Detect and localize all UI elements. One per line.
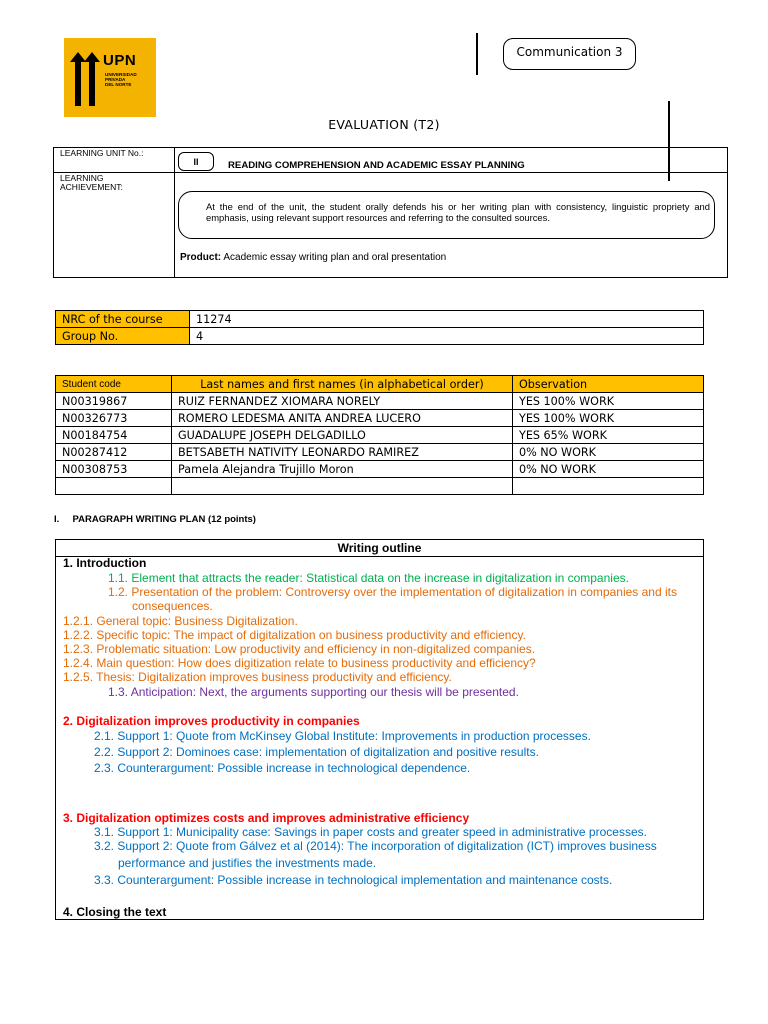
- student-name: Pamela Alejandra Trujillo Moron: [172, 461, 513, 478]
- students-table: [55, 375, 704, 495]
- outline-item: 3.3. Counterargument: Possible increase in technological implementation and maintenance costs.: [94, 873, 613, 887]
- student-code: [56, 478, 172, 495]
- student-name: [172, 478, 513, 495]
- table-row: [56, 328, 704, 345]
- outline-item: 2.2. Support 2: Dominoes case: implementation of digitalization and positive results.: [94, 745, 539, 759]
- learning-table: [53, 147, 728, 278]
- student-code: N00308753: [56, 461, 172, 478]
- outline-item: 2.1. Support 1: Quote from McKinsey Global Institute: Improvements in production processes.: [94, 729, 591, 743]
- student-code: N00184754: [56, 427, 172, 444]
- outline-item: 1.2.4. Main question: How does digitization relate to business productivity and efficiency?: [63, 656, 536, 670]
- unit-number: II: [178, 152, 214, 171]
- student-observation: YES 65% WORK: [513, 427, 704, 444]
- table-row: [56, 393, 704, 410]
- divider-line: [476, 33, 478, 75]
- outline-item: 1.2.3. Problematic situation: Low productivity and efficiency in non-digitalized companies.: [63, 642, 536, 656]
- table-row: [56, 410, 704, 427]
- table-row: [56, 444, 704, 461]
- table-row: [56, 461, 704, 478]
- outline-item: 2.3. Counterargument: Possible increase in technological dependence.: [94, 761, 471, 775]
- outline-item: 1.2. Presentation of the problem: Controversy over the implementation of digitalization in companies and its: [108, 585, 677, 599]
- product-text: Academic essay writing plan and oral presentation: [223, 252, 447, 263]
- outline-item: 1.2.1. General topic: Business Digitalization.: [63, 614, 298, 628]
- outline-item: consequences.: [132, 599, 213, 613]
- unit-label: LEARNING UNIT No.:: [60, 148, 144, 158]
- group-label: Group No.: [56, 328, 190, 345]
- column-header: Last names and first names (in alphabetical order): [172, 376, 513, 393]
- logo-text: UPN: [103, 52, 137, 69]
- upn-logo: [64, 38, 156, 117]
- outline-item: 3.2. Support 2: Quote from Gálvez et al (2014): The incorporation of digitalization (ICT) improves business: [94, 839, 657, 853]
- writing-outline: [55, 539, 704, 920]
- course-info-table: [55, 310, 704, 345]
- outline-heading: 3. Digitalization optimizes costs and improves administrative efficiency: [63, 811, 470, 825]
- product-label: Product:: [180, 252, 222, 263]
- unit-title: READING COMPREHENSION AND ACADEMIC ESSAY PLANNING: [228, 160, 525, 171]
- achievement-label: LEARNING ACHIEVEMENT:: [60, 173, 123, 192]
- student-observation: [513, 478, 704, 495]
- product: [180, 252, 446, 263]
- outline-item: 1.2.5. Thesis: Digitalization improves business productivity and efficiency.: [63, 670, 452, 684]
- student-name: ROMERO LEDESMA ANITA ANDREA LUCERO: [172, 410, 513, 427]
- outline-item: 3.1. Support 1: Municipality case: Savings in paper costs and greater speed in administrative processes.: [94, 825, 647, 839]
- student-name: RUIZ FERNANDEZ XIOMARA NORELY: [172, 393, 513, 410]
- student-code: N00287412: [56, 444, 172, 461]
- upn-arrows-icon: [68, 50, 102, 108]
- outline-item: 1.2.2. Specific topic: The impact of digitalization on business productivity and efficiency.: [63, 628, 526, 642]
- student-observation: YES 100% WORK: [513, 410, 704, 427]
- student-name: BETSABETH NATIVITY LEONARDO RAMIREZ: [172, 444, 513, 461]
- column-header: Observation: [513, 376, 704, 393]
- outline-heading: 1. Introduction: [63, 556, 147, 570]
- course-name-box: Communication 3: [503, 38, 636, 70]
- student-name: GUADALUPE JOSEPH DELGADILLO: [172, 427, 513, 444]
- table-row: [56, 311, 704, 328]
- logo-subtitle: UNIVERSIDAD PRIVADA DEL NORTE: [105, 72, 137, 88]
- outline-item: performance and justifies the investments made.: [118, 856, 377, 870]
- outline-item: 1.1. Element that attracts the reader: Statistical data on the increase in digitalization in companies.: [108, 571, 629, 585]
- outline-heading: 2. Digitalization improves productivity in companies: [63, 714, 360, 728]
- section-heading: I. PARAGRAPH WRITING PLAN (12 points): [54, 514, 256, 525]
- table-row: [56, 478, 704, 495]
- student-code: N00319867: [56, 393, 172, 410]
- outline-heading: 4. Closing the text: [63, 905, 167, 919]
- outline-item: 1.3. Anticipation: Next, the arguments supporting our thesis will be presented.: [108, 685, 519, 699]
- outline-title: Writing outline: [56, 540, 703, 557]
- nrc-value: 11274: [190, 311, 704, 328]
- student-observation: YES 100% WORK: [513, 393, 704, 410]
- student-observation: 0% NO WORK: [513, 444, 704, 461]
- group-value: 4: [190, 328, 704, 345]
- student-observation: 0% NO WORK: [513, 461, 704, 478]
- table-header-row: [56, 376, 704, 393]
- nrc-label: NRC of the course: [56, 311, 190, 328]
- achievement-text: At the end of the unit, the student orally defends his or her writing plan with consistency, linguistic propriety and emphasis, using relevant support resources and referring to the consulted sources.: [178, 191, 715, 239]
- table-row: [56, 427, 704, 444]
- evaluation-title: EVALUATION (T2): [328, 117, 440, 132]
- student-code: N00326773: [56, 410, 172, 427]
- column-header: Student code: [56, 376, 172, 393]
